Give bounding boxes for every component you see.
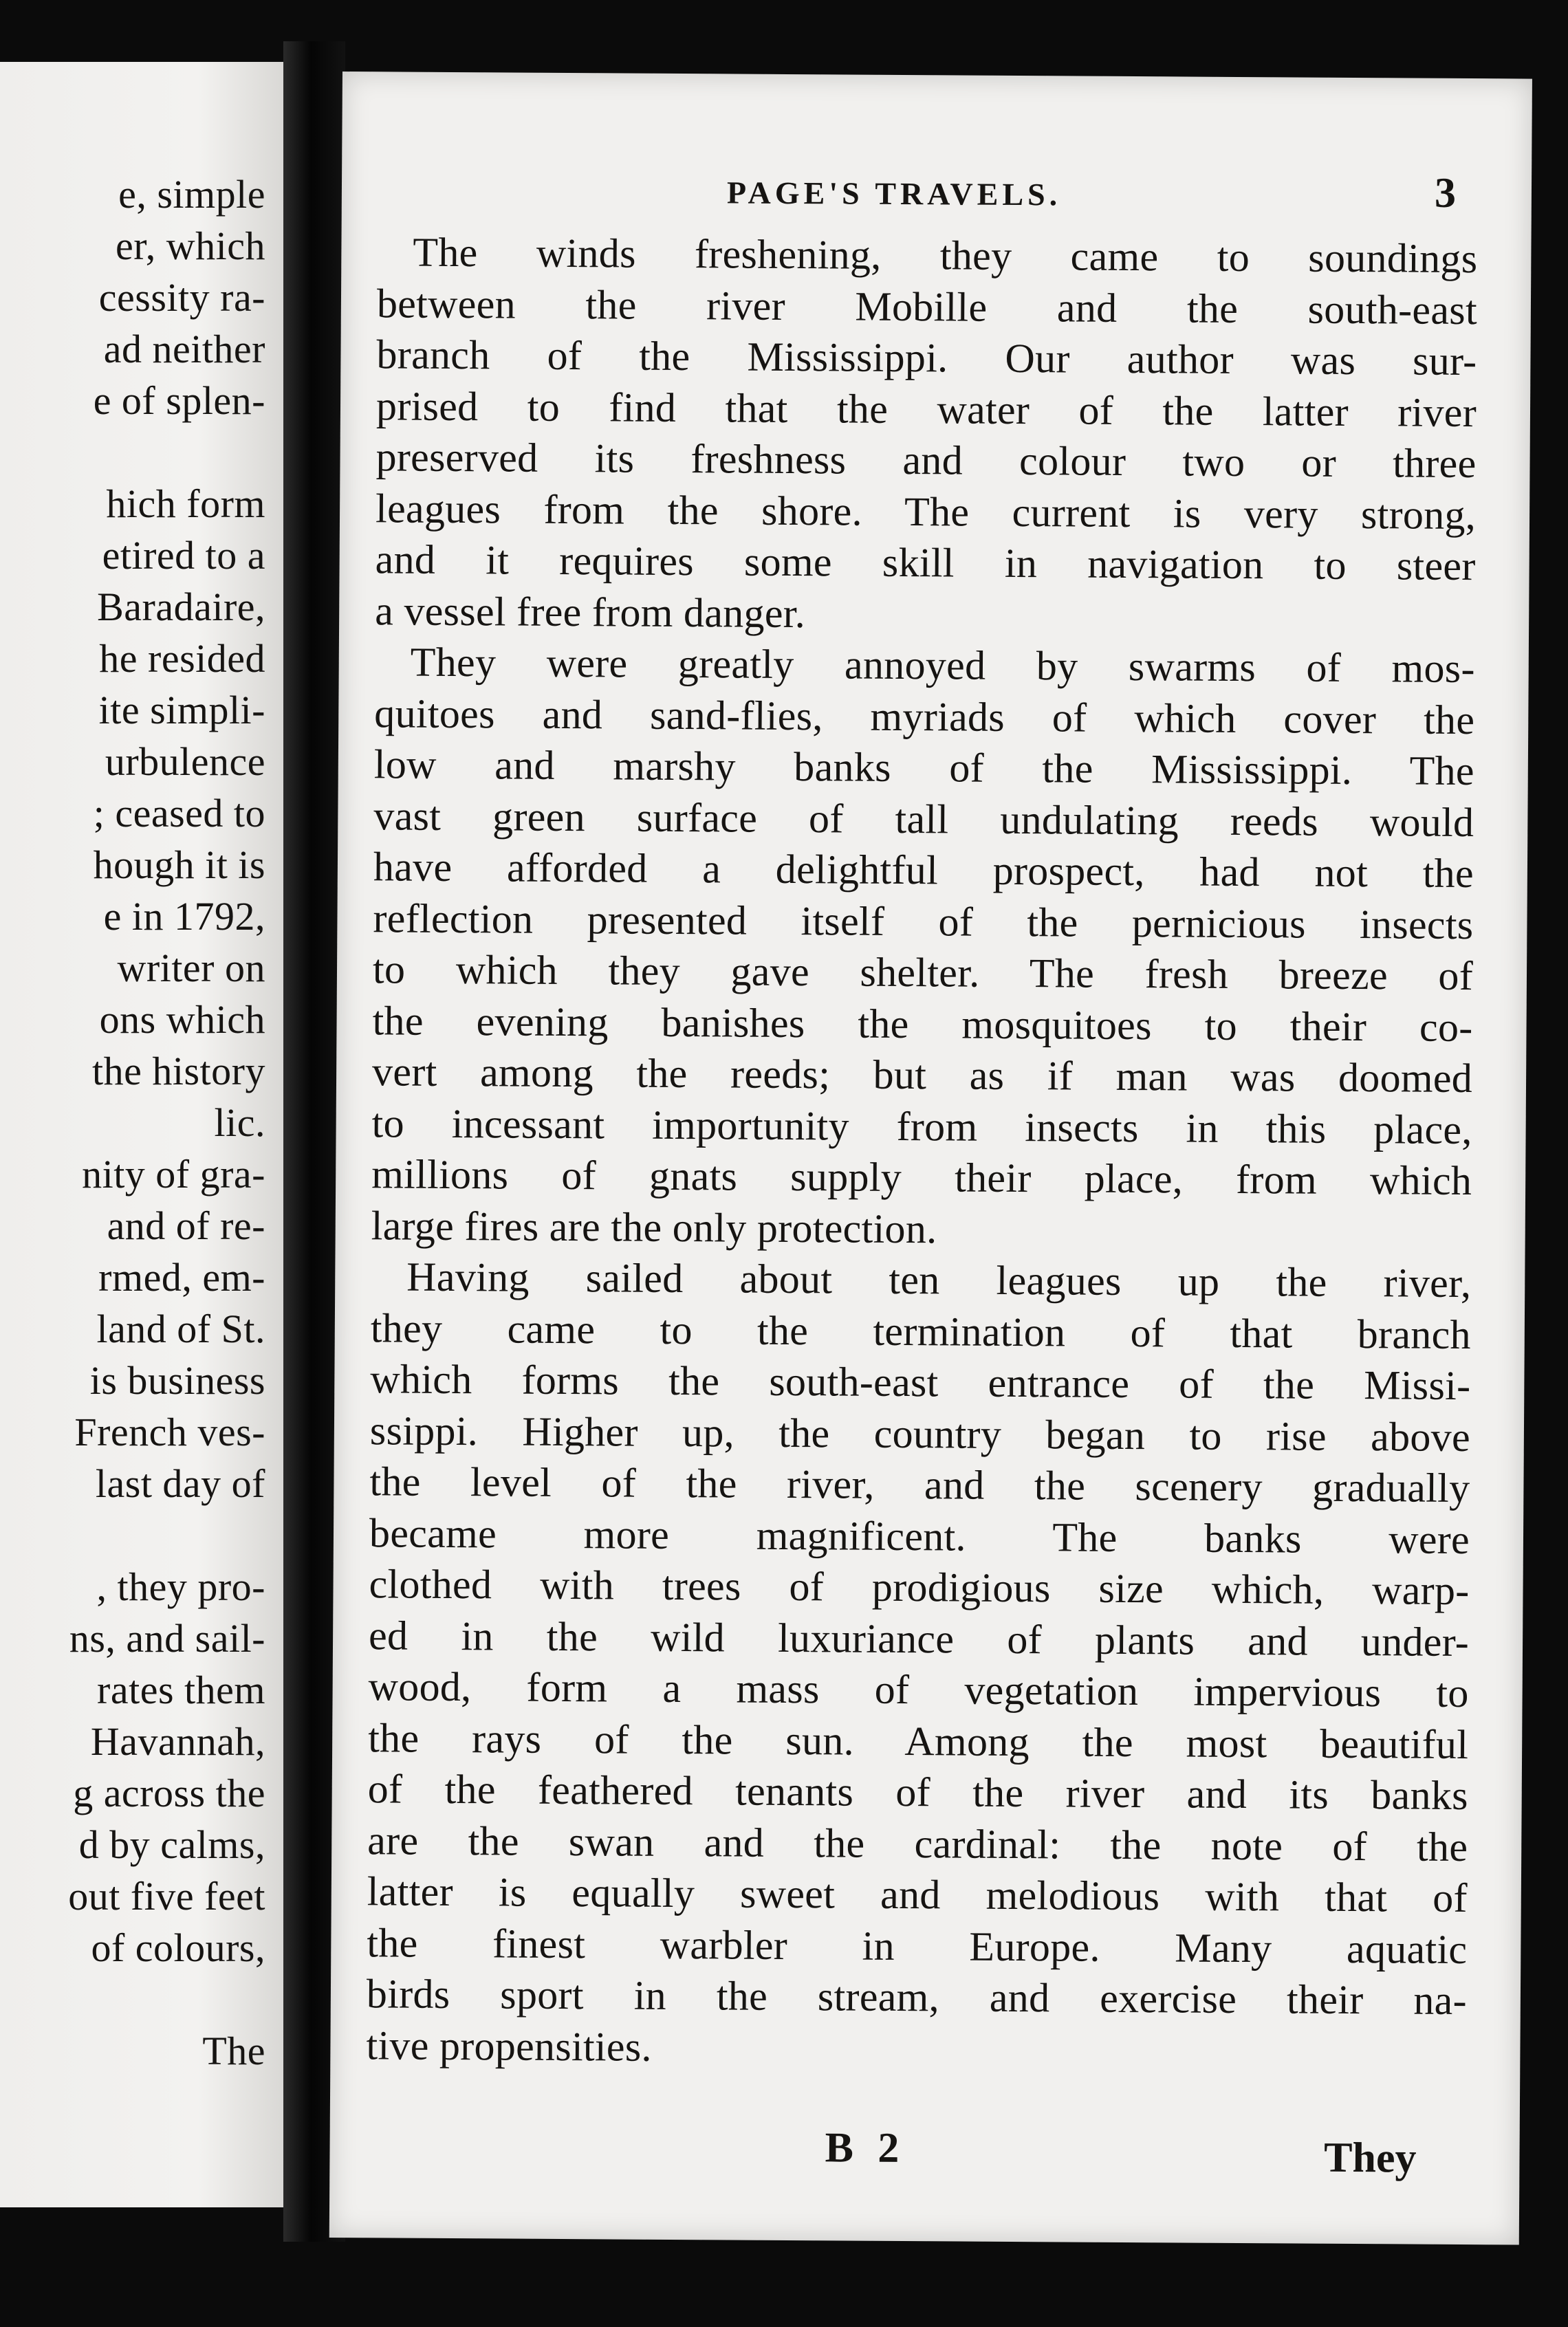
text-line: vast green surface of tall undulating reeds would (373, 792, 1474, 845)
text-line: birds sport in the stream, and exercise their na- (366, 1971, 1468, 2024)
left-page-line: is business (89, 1358, 265, 1403)
text-line: preserved its freshness and colour two or three (375, 434, 1477, 487)
text-line: the evening banishes the mosquitoes to their co- (372, 997, 1473, 1050)
text-line: a vessel free from danger. (375, 587, 806, 636)
left-page-line: Baradaire, (97, 585, 265, 629)
left-page-line: ons which (99, 997, 265, 1042)
left-page-line: last day of (95, 1461, 265, 1506)
left-page-line: etired to a (102, 533, 265, 578)
left-page-line: Havannah, (90, 1719, 265, 1764)
text-line: large fires are the only protection. (371, 1202, 937, 1252)
left-page-line: ns, and sail- (69, 1616, 265, 1661)
text-line: branch of the Mississippi. Our author was sur- (376, 331, 1477, 384)
text-line: and it requires some skill in navigation to steer (375, 536, 1476, 589)
left-page-line: rates them (97, 1668, 265, 1712)
left-page-line: nity of gra- (82, 1152, 265, 1197)
left-page-line: ad neither (103, 327, 265, 371)
left-page-line: ; ceased to (93, 791, 265, 835)
left-page-line: ite simpli- (98, 688, 265, 732)
text-line: The winds freshening, they came to soundings (413, 229, 1478, 282)
text-line: they came to the termination of that branch (370, 1304, 1472, 1357)
left-page-line: e of splen- (93, 378, 265, 423)
left-page-line: urbulence (105, 739, 265, 784)
text-line: low and marshy banks of the Mississippi. The (373, 741, 1475, 794)
right-page (329, 72, 1532, 2245)
left-page-line: e in 1792, (103, 894, 265, 939)
left-page-line: , they pro- (96, 1564, 265, 1609)
text-line: They were greatly annoyed by swarms of mos- (410, 639, 1475, 692)
text-line: reflection presented itself of the pernicious insects (373, 895, 1474, 948)
text-line: the finest warbler in Europe. Many aquatic (367, 1919, 1468, 1972)
left-page-line: lic. (214, 1100, 265, 1145)
left-page-line: The (202, 2029, 265, 2073)
left-page-line: d by calms, (78, 1822, 265, 1867)
text-line: latter is equally sweet and melodious with that of (367, 1868, 1468, 1921)
text-line: to incessant importunity from insects in this place, (371, 1100, 1472, 1152)
text-line: between the river Mobille and the south-east (376, 280, 1478, 333)
page-number: 3 (1434, 169, 1457, 217)
left-page-line: the history (92, 1049, 265, 1093)
left-page-line: cessity ra- (98, 275, 265, 320)
text-line: vert among the reeds; but as if man was doomed (371, 1049, 1473, 1102)
text-line: have afforded a delightful prospect, had not the (373, 844, 1474, 897)
left-page-line: writer on (117, 946, 265, 990)
body-text (366, 226, 1477, 2077)
text-line: wood, form a mass of vegetation impervious to (368, 1663, 1469, 1716)
left-page-line: hich form (106, 481, 265, 526)
left-page-line: hough it is (93, 842, 265, 887)
left-page-line: er, which (116, 223, 265, 268)
left-page-fragment (0, 62, 283, 2207)
left-page-line: out five feet (68, 1874, 265, 1919)
text-line: the level of the river, and the scenery gradually (369, 1459, 1470, 1511)
text-line: the rays of the sun. Among the most beautiful (367, 1714, 1469, 1767)
left-page-line: g across the (73, 1771, 265, 1815)
text-line: tive propensities. (366, 2022, 652, 2070)
text-line: which forms the south-east entrance of the Missi- (370, 1356, 1471, 1409)
text-line: are the swan and the cardinal: the note of the (367, 1817, 1468, 1870)
text-line: clothed with trees of prodigious size which, warp- (369, 1561, 1470, 1614)
signature-mark: B 2 (825, 2124, 906, 2172)
text-line: Having sailed about ten leagues up the river, (406, 1254, 1472, 1307)
left-page-line: rmed, em- (98, 1255, 265, 1300)
catchword: They (1323, 2134, 1417, 2182)
text-line: became more magnificent. The banks were (369, 1509, 1470, 1562)
text-line: of the feathered tenants of the river and its banks (367, 1766, 1468, 1819)
text-line: quitoes and sand-flies, myriads of which cover the (374, 690, 1475, 743)
text-line: prised to find that the water of the latter river (375, 382, 1477, 435)
running-head: PAGE'S TRAVELS. (726, 175, 1062, 212)
text-line: ed in the wild luxuriance of plants and under- (368, 1612, 1470, 1665)
left-page-line: and of re- (107, 1203, 265, 1248)
left-page-line: e, simple (118, 172, 265, 217)
left-page-line: he resided (99, 636, 265, 681)
left-page-line: land of St. (96, 1307, 265, 1351)
left-page-line: of colours, (91, 1925, 265, 1970)
text-line: millions of gnats supply their place, from which (371, 1151, 1472, 1204)
text-line: to which they gave shelter. The fresh breeze of (372, 946, 1474, 999)
text-line: ssippi. Higher up, the country began to rise above (369, 1407, 1471, 1460)
left-page-line: French ves- (74, 1410, 265, 1454)
text-line: leagues from the shore. The current is very strong, (375, 485, 1477, 538)
